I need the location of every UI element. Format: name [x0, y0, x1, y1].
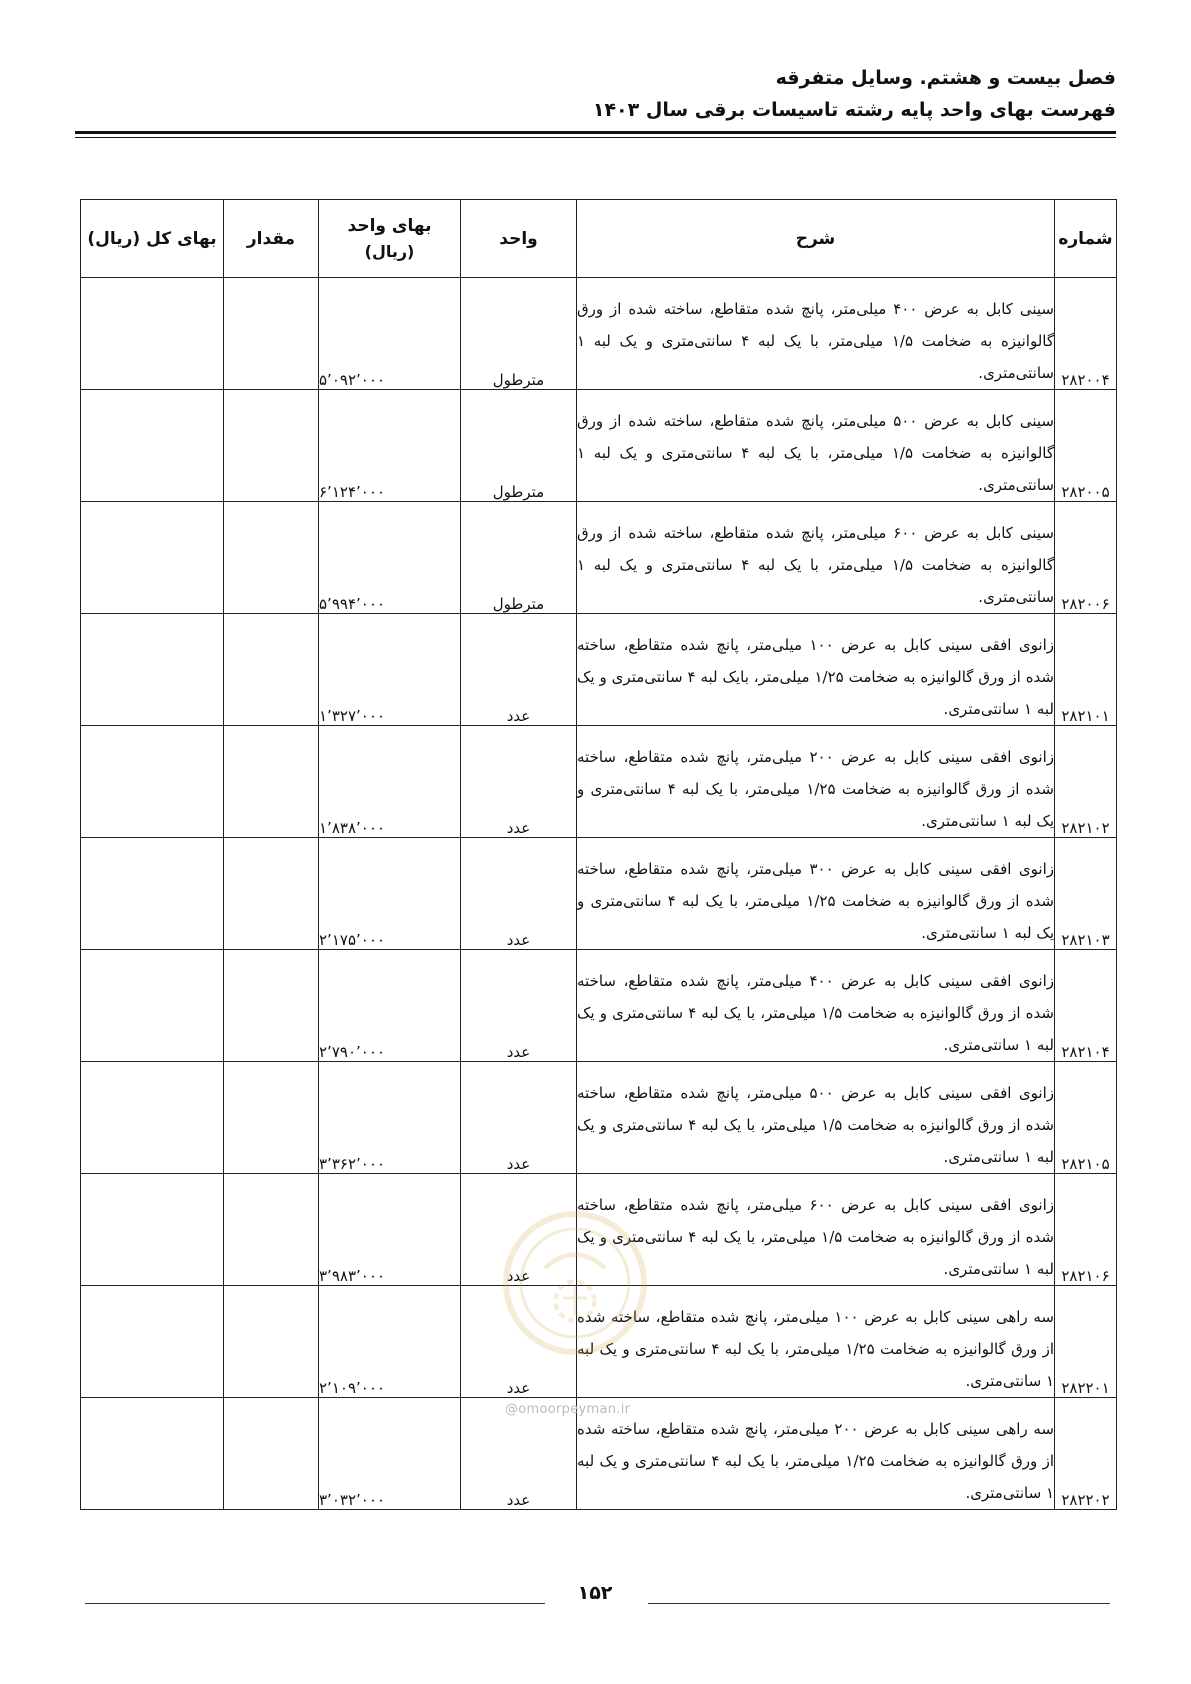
item-description: سینی کابل به عرض ۴۰۰ میلی‌متر، پانچ شده متقاطع، ساخته شده از ورق گالوانیزه به ضخامت ۱/۵ میلی‌متر، با یک لبه ۴ سانتی‌متری و یک لبه ۱ سانتی‌متری. [577, 278, 1055, 390]
header-rule-thin [75, 137, 1116, 138]
item-total [81, 502, 224, 614]
item-total [81, 1286, 224, 1398]
item-unit-price: ۲٬۱۷۵٬۰۰۰ [319, 838, 461, 950]
item-description: زانوی افقی سینی کابل به عرض ۴۰۰ میلی‌متر، پانچ شده متقاطع، ساخته شده از ورق گالوانیزه به ضخامت ۱/۵ میلی‌متر، با یک لبه ۴ سانتی‌متری و یک لبه ۱ سانتی‌متری. [577, 950, 1055, 1062]
item-code: ۲۸۲۱۰۱ [1055, 614, 1117, 726]
item-code: ۲۸۲۲۰۲ [1055, 1398, 1117, 1510]
header-unit: واحد [461, 200, 577, 278]
item-description: زانوی افقی سینی کابل به عرض ۲۰۰ میلی‌متر، پانچ شده متقاطع، ساخته شده از ورق گالوانیزه به ضخامت ۱/۲۵ میلی‌متر، با یک لبه ۴ سانتی‌متری و یک لبه ۱ سانتی‌متری. [577, 726, 1055, 838]
document-title: فهرست بهای واحد پایه رشته تاسیسات برقی سال ۱۴۰۳ [592, 99, 1116, 121]
footer-rule-right [648, 1603, 1110, 1604]
watermark-text: @omoorpeyman.ir [505, 1402, 631, 1417]
item-description: سینی کابل به عرض ۶۰۰ میلی‌متر، پانچ شده متقاطع، ساخته شده از ورق گالوانیزه به ضخامت ۱/۵ میلی‌متر، با یک لبه ۴ سانتی‌متری و یک لبه ۱ سانتی‌متری. [577, 502, 1055, 614]
header-unit-price-currency: (ریال) [364, 242, 415, 261]
header-unit-price [319, 200, 461, 278]
item-code: ۲۸۲۰۰۶ [1055, 502, 1117, 614]
page-number: ۱۵۲ [577, 1582, 613, 1604]
header-total: بهای کل (ریال) [81, 200, 224, 278]
item-code: ۲۸۲۰۰۵ [1055, 390, 1117, 502]
footer-rule-left [85, 1603, 545, 1604]
item-quantity [224, 1286, 319, 1398]
page-header [593, 62, 1116, 126]
item-unit: عدد [461, 1174, 577, 1286]
item-quantity [224, 726, 319, 838]
item-quantity [224, 278, 319, 390]
item-unit-price: ۳٬۹۸۳٬۰۰۰ [319, 1174, 461, 1286]
header-unit-price-label: بهای واحد [347, 216, 432, 236]
item-code: ۲۸۲۱۰۵ [1055, 1062, 1117, 1174]
item-code: ۲۸۲۱۰۳ [1055, 838, 1117, 950]
item-description: زانوی افقی سینی کابل به عرض ۱۰۰ میلی‌متر، پانچ شده متقاطع، ساخته شده از ورق گالوانیزه به ضخامت ۱/۲۵ میلی‌متر، بایک لبه ۴ سانتی‌متری و یک لبه ۱ سانتی‌متری. [577, 614, 1055, 726]
item-quantity [224, 390, 319, 502]
table-row [81, 1062, 1117, 1174]
item-description: زانوی افقی سینی کابل به عرض ۵۰۰ میلی‌متر، پانچ شده متقاطع، ساخته شده از ورق گالوانیزه به ضخامت ۱/۵ میلی‌متر، با یک لبه ۴ سانتی‌متری و یک لبه ۱ سانتی‌متری. [577, 1062, 1055, 1174]
item-unit-price: ۵٬۰۹۲٬۰۰۰ [319, 278, 461, 390]
table-header-row [81, 200, 1117, 278]
item-unit: عدد [461, 1286, 577, 1398]
item-unit: مترطول [461, 390, 577, 502]
item-quantity [224, 1398, 319, 1510]
item-unit-price: ۱٬۸۳۸٬۰۰۰ [319, 726, 461, 838]
item-total [81, 1398, 224, 1510]
item-total [81, 614, 224, 726]
item-code: ۲۸۲۱۰۶ [1055, 1174, 1117, 1286]
item-unit: عدد [461, 726, 577, 838]
item-unit: عدد [461, 614, 577, 726]
header-code: شماره [1055, 200, 1117, 278]
item-description: زانوی افقی سینی کابل به عرض ۶۰۰ میلی‌متر، پانچ شده متقاطع، ساخته شده از ورق گالوانیزه به ضخامت ۱/۵ میلی‌متر، با یک لبه ۴ سانتی‌متری و یک لبه ۱ سانتی‌متری. [577, 1174, 1055, 1286]
item-quantity [224, 614, 319, 726]
item-unit-price: ۲٬۱۰۹٬۰۰۰ [319, 1286, 461, 1398]
item-code: ۲۸۲۱۰۲ [1055, 726, 1117, 838]
item-total [81, 726, 224, 838]
item-quantity [224, 1174, 319, 1286]
item-quantity [224, 1062, 319, 1174]
item-unit: مترطول [461, 502, 577, 614]
item-description: سه راهی سینی کابل به عرض ۲۰۰ میلی‌متر، پانچ شده متقاطع، ساخته شده از ورق گالوانیزه به ضخامت ۱/۲۵ میلی‌متر، با یک لبه ۴ سانتی‌متری و یک لبه ۱ سانتی‌متری. [577, 1398, 1055, 1510]
table-row [81, 502, 1117, 614]
header-quantity: مقدار [224, 200, 319, 278]
item-description: زانوی افقی سینی کابل به عرض ۳۰۰ میلی‌متر، پانچ شده متقاطع، ساخته شده از ورق گالوانیزه به ضخامت ۱/۲۵ میلی‌متر، با یک لبه ۴ سانتی‌متری و یک لبه ۱ سانتی‌متری. [577, 838, 1055, 950]
item-unit: عدد [461, 1062, 577, 1174]
seal-logo-icon [500, 1208, 650, 1358]
item-code: ۲۸۲۰۰۴ [1055, 278, 1117, 390]
item-total [81, 1062, 224, 1174]
item-quantity [224, 950, 319, 1062]
item-total [81, 390, 224, 502]
item-unit-price: ۳٬۰۳۲٬۰۰۰ [319, 1398, 461, 1510]
item-unit: مترطول [461, 278, 577, 390]
item-unit-price: ۵٬۹۹۴٬۰۰۰ [319, 502, 461, 614]
item-description: سه راهی سینی کابل به عرض ۱۰۰ میلی‌متر، پانچ شده متقاطع، ساخته شده از ورق گالوانیزه به ضخامت ۱/۲۵ میلی‌متر، با یک لبه ۴ سانتی‌متری و یک لبه ۱ سانتی‌متری. [577, 1286, 1055, 1398]
item-unit-price: ۶٬۱۲۴٬۰۰۰ [319, 390, 461, 502]
item-total [81, 1174, 224, 1286]
item-quantity [224, 838, 319, 950]
chapter-title: فصل بیست و هشتم. وسایل متفرقه [775, 67, 1116, 89]
item-total [81, 950, 224, 1062]
item-code: ۲۸۲۲۰۱ [1055, 1286, 1117, 1398]
table-row [81, 614, 1117, 726]
header-rule-thick [75, 131, 1116, 134]
item-unit: عدد [461, 950, 577, 1062]
item-code: ۲۸۲۱۰۴ [1055, 950, 1117, 1062]
item-description: سینی کابل به عرض ۵۰۰ میلی‌متر، پانچ شده متقاطع، ساخته شده از ورق گالوانیزه به ضخامت ۱/۵ میلی‌متر، با یک لبه ۴ سانتی‌متری و یک لبه ۱ سانتی‌متری. [577, 390, 1055, 502]
item-unit-price: ۱٬۳۲۷٬۰۰۰ [319, 614, 461, 726]
item-unit-price: ۲٬۷۹۰٬۰۰۰ [319, 950, 461, 1062]
item-unit-price: ۳٬۳۶۲٬۰۰۰ [319, 1062, 461, 1174]
header-desc: شرح [577, 200, 1055, 278]
table-row [81, 838, 1117, 950]
item-unit: عدد [461, 838, 577, 950]
item-quantity [224, 502, 319, 614]
table-row [81, 390, 1117, 502]
item-unit: عدد [461, 1398, 577, 1510]
table-row [81, 950, 1117, 1062]
item-total [81, 278, 224, 390]
table-row [81, 278, 1117, 390]
item-total [81, 838, 224, 950]
table-row [81, 726, 1117, 838]
